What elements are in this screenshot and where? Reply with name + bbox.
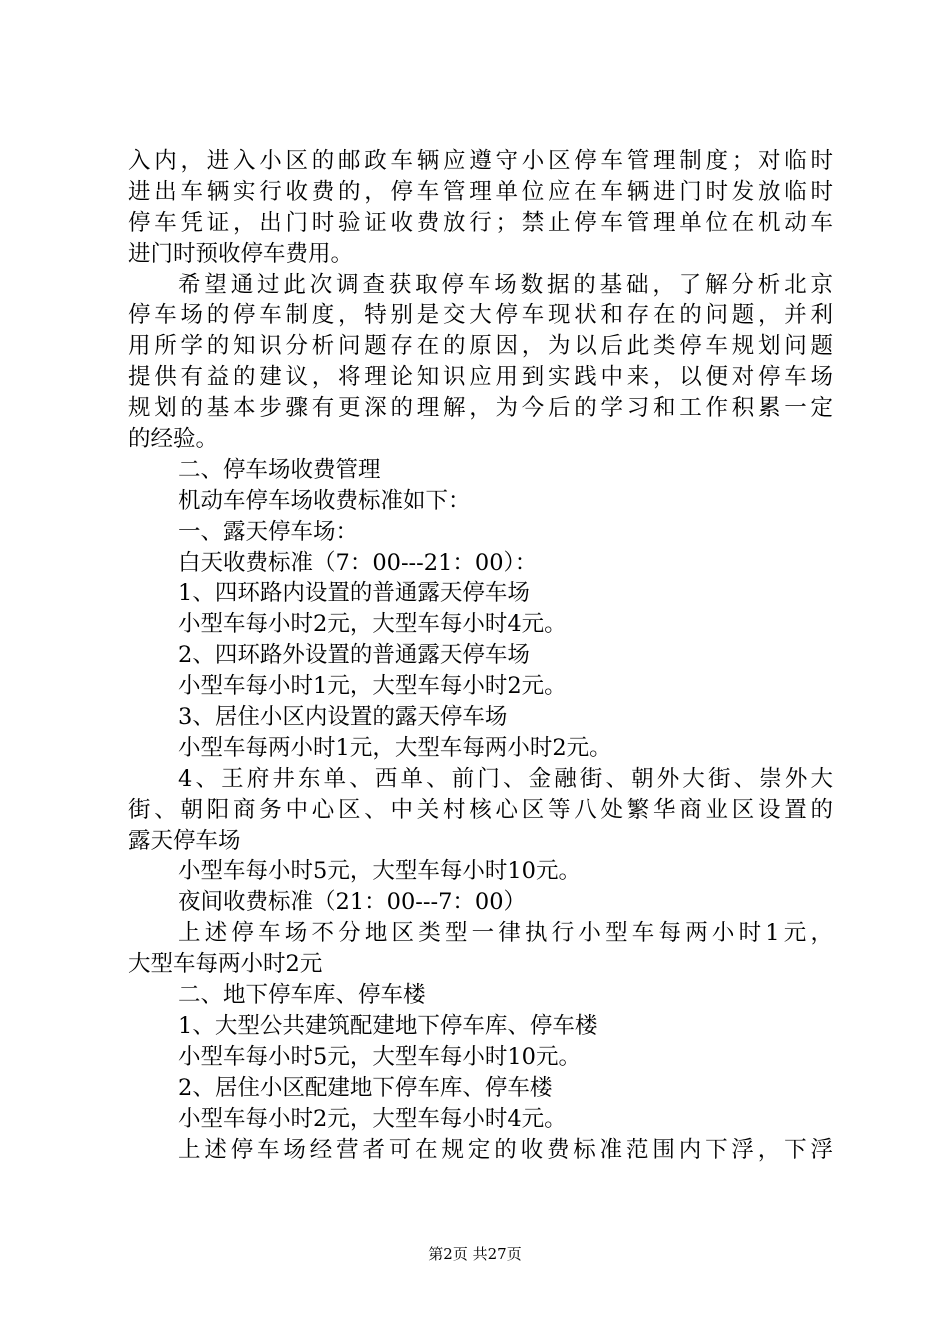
subsection-heading: 二、地下停车库、停车楼: [178, 982, 426, 1009]
text-line: 提供有益的建议，将理论知识应用到实践中来，以便对停车场: [128, 364, 833, 391]
text-line: 规划的基本步骤有更深的理解，为今后的学习和工作积累一定: [128, 395, 833, 422]
text-line: 入内，进入小区的邮政车辆应遵守小区停车管理制度；对临时: [128, 148, 833, 174]
section-heading: 二、停车场收费管理: [178, 456, 381, 483]
list-item: 1、大型公共建筑配建地下停车库、停车楼: [178, 1012, 598, 1039]
list-item: 2、居住小区配建地下停车库、停车楼: [178, 1074, 553, 1101]
text-line: 进出车辆实行收费的，停车管理单位应在车辆进门时发放临时: [128, 178, 833, 205]
text-line: 小型车每两小时1元，大型车每两小时2元。: [178, 734, 612, 761]
text-line: 希望通过此次调查获取停车场数据的基础，了解分析北京: [178, 271, 833, 298]
page-footer: 第2页 共27页: [428, 1245, 522, 1263]
text-line: 夜间收费标准（21：00---7：00）: [178, 889, 527, 916]
text-line: 上述停车场经营者可在规定的收费标准范围内下浮，下浮: [178, 1136, 833, 1163]
list-item: 2、四环路外设置的普通露天停车场: [178, 642, 530, 669]
text-line: 大型车每两小时2元: [128, 951, 323, 978]
text-line: 露天停车场: [128, 827, 241, 854]
text-line: 白天收费标准（7：00---21：00）：: [178, 549, 538, 576]
subsection-heading: 一、露天停车场：: [178, 518, 359, 545]
text-line: 街、朝阳商务中心区、中关村核心区等八处繁华商业区设置的: [128, 796, 833, 823]
text-line: 机动车停车场收费标准如下：: [178, 487, 471, 514]
list-item: 1、四环路内设置的普通露天停车场: [178, 580, 530, 607]
text-line: 停车凭证，出门时验证收费放行；禁止停车管理单位在机动车: [128, 209, 833, 236]
text-line: 停车场的停车制度，特别是交大停车现状和存在的问题，并利: [128, 302, 833, 329]
text-line: 小型车每小时2元，大型车每小时4元。: [178, 1105, 567, 1132]
text-line: 用所学的知识分析问题存在的原因，为以后此类停车规划问题: [128, 333, 833, 360]
text-line: 上述停车场不分地区类型一律执行小型车每两小时1元，: [178, 920, 833, 947]
body-text: [128, 146, 833, 1165]
text-line: 小型车每小时1元，大型车每小时2元。: [178, 673, 567, 700]
list-item: 4、王府井东单、西单、前门、金融街、朝外大街、崇外大: [178, 765, 833, 792]
list-item: 3、居住小区内设置的露天停车场: [178, 704, 508, 731]
text-line: 小型车每小时5元，大型车每小时10元。: [178, 858, 581, 885]
text-line: 进门时预收停车费用。: [128, 240, 354, 267]
text-line: 小型车每小时5元，大型车每小时10元。: [178, 1043, 581, 1070]
text-line: 的经验。: [128, 426, 219, 453]
text-line: 小型车每小时2元，大型车每小时4元。: [178, 611, 567, 638]
